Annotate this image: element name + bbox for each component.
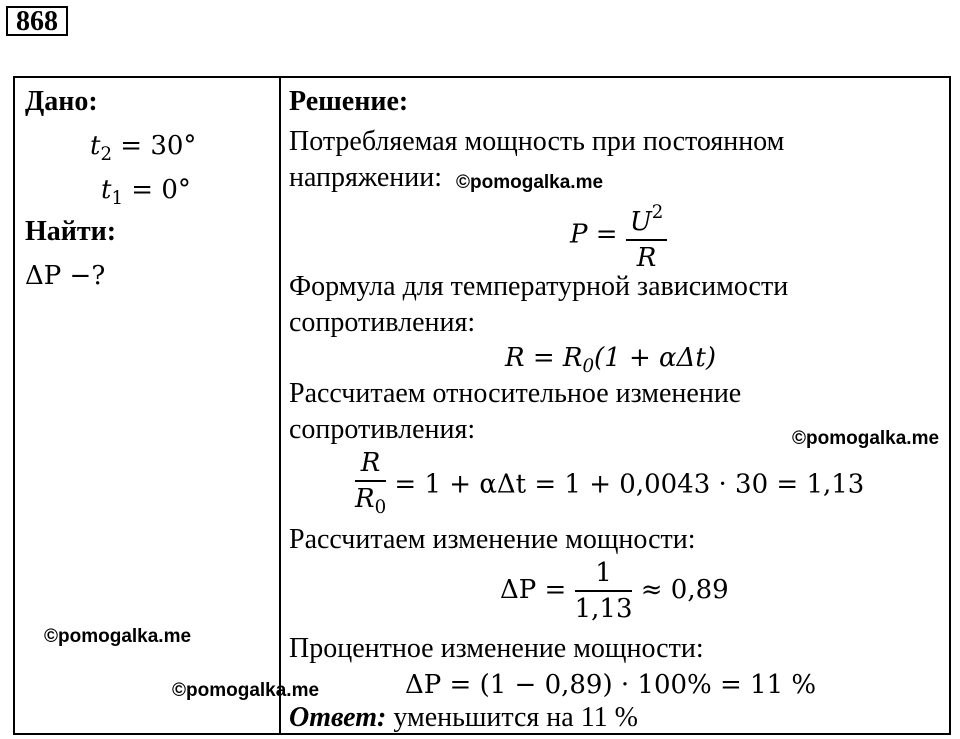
watermark: ©pomogalka.me <box>44 626 192 647</box>
text-power-line2: напряжении: <box>289 162 443 193</box>
text-power-change: Рассчитаем изменение мощности: <box>289 524 696 555</box>
given-t2: $t_2 = 30^\circ$ <box>90 131 197 165</box>
problem-number: 868 <box>6 6 68 36</box>
column-divider <box>279 78 281 733</box>
find-header: Найти: <box>25 216 117 247</box>
watermark: ©pomogalka.me <box>172 680 320 701</box>
formula-power: P = $\frac{U^2}{R}$ <box>570 196 667 275</box>
text-percent-change: Процентное изменение мощности: <box>289 633 704 664</box>
watermark: ©pomogalka.me <box>456 172 604 193</box>
solution-header: Решение: <box>289 86 409 117</box>
answer-line <box>289 702 638 734</box>
formula-relative: $\frac{R}{R_0}$ = 1 + αΔt = 1 + 0,0043 · 30 = 1,13 <box>355 448 865 518</box>
formula-power-change: ΔP = $\frac{1}{1,13}$ ≈ 0,89 <box>500 558 729 624</box>
answer-text: уменьшится на 11 % <box>386 702 639 733</box>
given-t1: $t_1 = 0^\circ$ <box>101 175 191 209</box>
text-temp-line2: сопротивления: <box>289 307 476 338</box>
text-power-line1: Потребляемая мощность при постоянном <box>289 126 785 157</box>
find-value: ΔP −? <box>25 261 106 291</box>
text-relative-line2: сопротивления: <box>289 414 476 445</box>
given-header: Дано: <box>25 86 98 117</box>
formula-resistance: $R = R_0(1 + \alpha\Delta t)$ <box>505 343 716 377</box>
formula-percent: ΔP = (1 − 0,89) · 100% = 11 % <box>405 670 817 700</box>
watermark: ©pomogalka.me <box>792 428 940 449</box>
text-relative-line1: Рассчитаем относительное изменение <box>289 378 742 409</box>
answer-label: Ответ: <box>289 702 387 733</box>
text-temp-line1: Формула для температурной зависимости <box>289 271 789 302</box>
